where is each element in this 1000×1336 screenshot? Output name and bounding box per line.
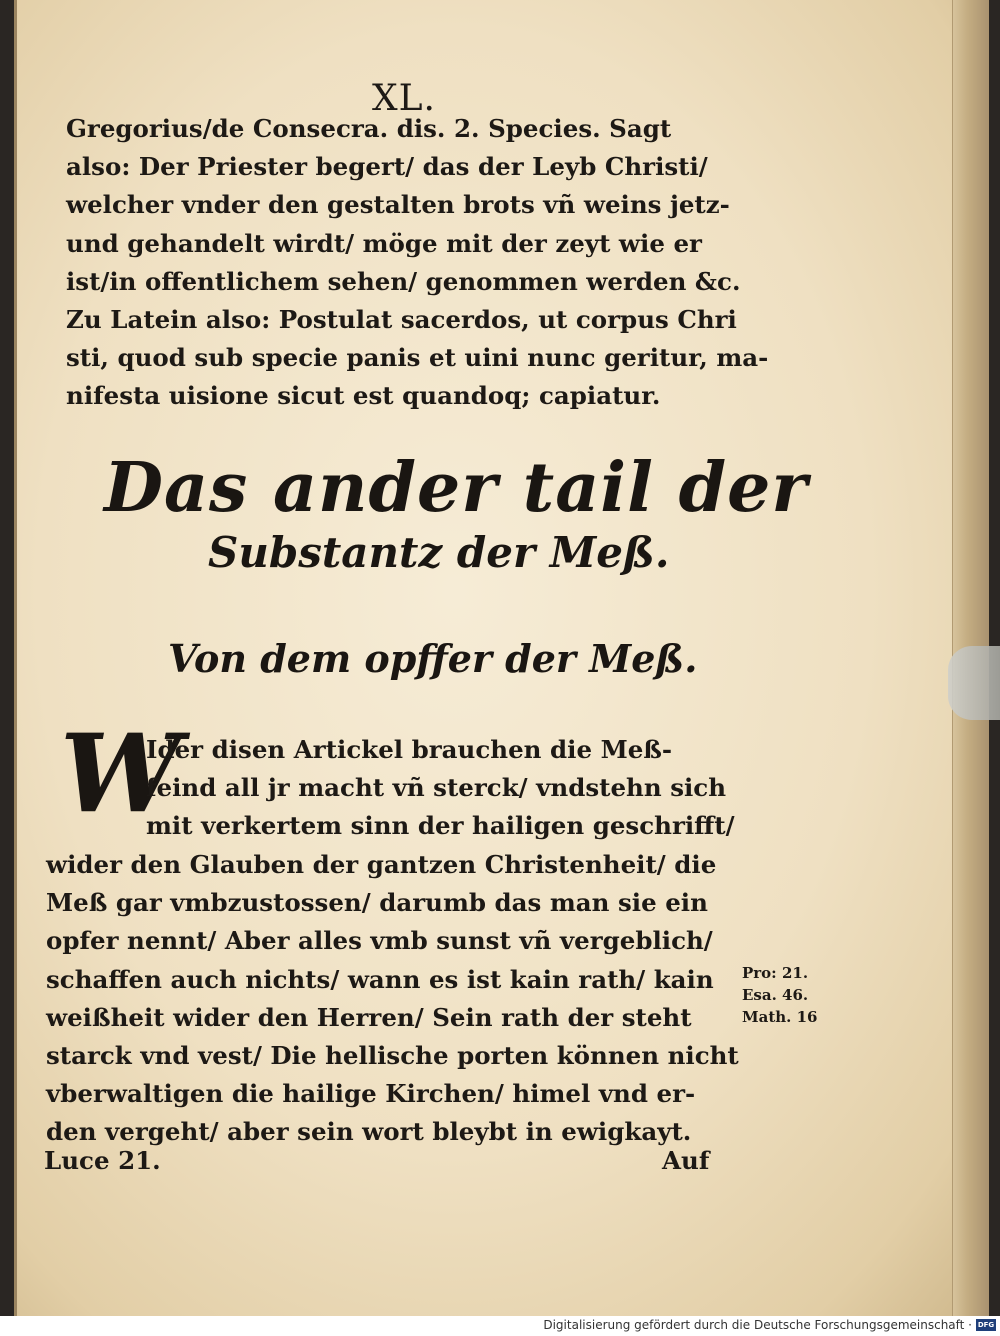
- text-line: mit verkertem sinn der hailigen geschrifft/: [146, 811, 735, 841]
- section-heading: Das ander tail der: [104, 448, 809, 528]
- text-line: Zu Latein also: Postulat sacerdos, ut corpus Chri: [66, 304, 737, 334]
- text-line: starck vnd vest/ Die hellische porten können nicht: [46, 1040, 739, 1070]
- marginal-notes: [742, 962, 817, 1028]
- catchword: Auf: [662, 1146, 710, 1175]
- text-line: also: Der Priester begert/ das der Leyb Christi/: [66, 152, 708, 182]
- text-line: den vergeht/ aber sein wort bleybt in ewigkayt.: [46, 1117, 692, 1147]
- text-line: feind all jr macht vñ sterck/ vndstehn sich: [146, 773, 727, 803]
- text-line: Ider disen Artickel brauchen die Meß-: [146, 735, 673, 764]
- chapter-subheading: Von dem opffer der Meß.: [168, 636, 698, 681]
- funding-credit: Digitalisierung gefördert durch die Deutsche Forschungsgemeinschaft ·: [543, 1318, 972, 1332]
- text-line: schaffen auch nichts/ wann es ist kain rath/ kain: [46, 964, 714, 994]
- paragraph-latin-quote: [66, 110, 768, 416]
- citation-luke: Luce 21.: [44, 1146, 161, 1175]
- text-line: nifesta uisione sicut est quandoq; capiatur.: [66, 381, 661, 411]
- text-line: weißheit wider den Herren/ Sein rath der steht: [46, 1002, 692, 1032]
- page-folio: XL.: [372, 78, 436, 119]
- text-line: sti, quod sub specie panis et uini nunc geritur, ma-: [66, 343, 769, 373]
- text-line: Meß gar vmbzustossen/ darumb das man sie ein: [46, 888, 708, 918]
- text-line: vberwaltigen die hailige Kirchen/ himel vnd er-: [46, 1079, 696, 1109]
- text-line: wider den Glauben der gantzen Christenheit/ die: [46, 850, 717, 879]
- footer-bar: [0, 1316, 1000, 1336]
- text-line: ist/in offentlichem sehen/ genommen werden &c.: [66, 266, 741, 296]
- marginal-note: Esa. 46.: [742, 986, 809, 1004]
- page-tab-marker: [948, 646, 1000, 720]
- dfg-logo: DFG: [977, 1321, 995, 1329]
- text-line: opfer nennt/ Aber alles vmb sunst vñ vergeblich/: [46, 926, 713, 956]
- paragraph-indented-lines: [146, 731, 735, 846]
- text-line: und gehandelt wirdt/ möge mit der zeyt wie er: [66, 228, 702, 258]
- text-line: Gregorius/de Consecra. dis. 2. Species. Sagt: [66, 114, 672, 143]
- text-line: welcher vnder den gestalten brots vñ weins jetz-: [66, 190, 730, 220]
- marginal-note: Math. 16: [742, 1008, 818, 1026]
- section-heading-line2: Substantz der Meß.: [208, 528, 670, 577]
- marginal-note: Pro: 21.: [742, 964, 809, 982]
- drop-capital: W: [60, 711, 182, 837]
- paragraph-body: [46, 846, 739, 1152]
